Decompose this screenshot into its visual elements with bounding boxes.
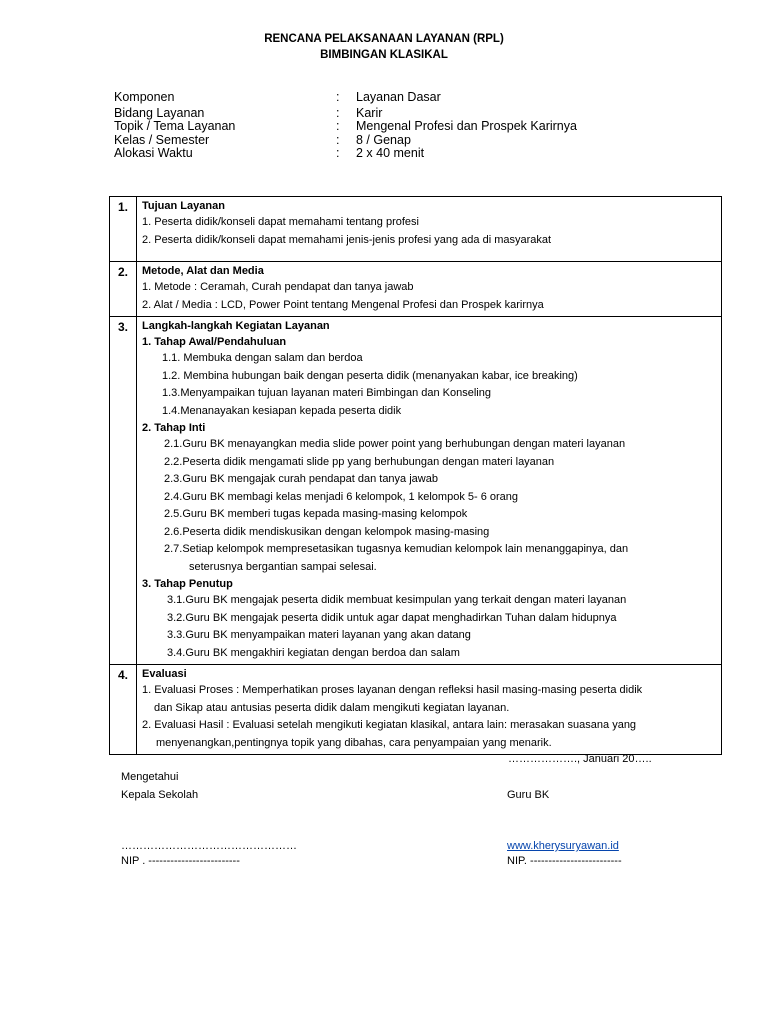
nip-right: NIP. ------------------------- [507, 855, 622, 867]
stage-title: 3. Tahap Penutup [142, 578, 233, 590]
list-item-continuation: dan Sikap atau antusias peserta didik dalam mengikuti kegiatan layanan. [154, 701, 510, 714]
nip-left: NIP . ------------------------- [121, 855, 240, 867]
kepala-sekolah-label: Kepala Sekolah [121, 789, 199, 801]
list-item: 1. Peserta didik/konseli dapat memahami tentang profesi [142, 216, 419, 228]
section-number: 1. [110, 197, 137, 262]
component-colon: : [336, 105, 340, 120]
component-key: Bidang Layanan [114, 105, 205, 120]
section-content [137, 262, 722, 317]
component-key: Topik / Tema Layanan [114, 119, 236, 133]
table-row [110, 262, 722, 317]
table-row [110, 665, 722, 755]
stage-title: 2. Tahap Inti [142, 422, 206, 434]
component-row [114, 120, 577, 134]
list-item: 1.1. Membuka dengan salam dan berdoa [162, 352, 363, 364]
stage-title: 1. Tahap Awal/Pendahuluan [142, 336, 287, 348]
component-row [114, 147, 577, 161]
component-colon: : [336, 146, 340, 160]
component-value: Karir [356, 105, 383, 120]
list-item: 2.3.Guru BK mengajak curah pendapat dan tanya jawab [164, 473, 438, 485]
section-number: 3. [110, 317, 137, 665]
list-item: 2.2.Peserta didik mengamati slide pp yang berhubungan dengan materi layanan [164, 455, 555, 468]
section-number: 4. [110, 665, 137, 755]
list-item: 2. Alat / Media : LCD, Power Point tentang Mengenal Profesi dan Prospek karirnya [142, 298, 544, 311]
component-row [114, 107, 577, 121]
section-content [137, 197, 722, 262]
component-key: Alokasi Waktu [114, 146, 193, 160]
spacer [142, 249, 715, 259]
list-item: 2. Peserta didik/konseli dapat memahami jenis-jenis profesi yang ada di masyarakat [142, 233, 552, 246]
component-value: 8 / Genap [356, 132, 411, 147]
list-item: 2.1.Guru BK menayangkan media slide power point yang berhubungan dengan materi layanan [164, 438, 626, 450]
document-title: RENCANA PELAKSANAAN LAYANAN (RPL) [264, 33, 504, 45]
list-item: 3.2.Guru BK mengajak peserta didik untuk agar dapat menghadirkan Tuhan dalam hidupnya [167, 611, 617, 624]
component-key: Kelas / Semester [114, 132, 210, 147]
list-item: 3.4.Guru BK mengakhiri kegiatan dengan berdoa dan salam [167, 646, 460, 659]
section-heading: Metode, Alat dan Media [142, 265, 264, 277]
component-colon: : [336, 119, 340, 133]
section-heading: Tujuan Layanan [142, 200, 225, 212]
component-key: Komponen [114, 90, 175, 104]
component-value: Mengenal Profesi dan Prospek Karirnya [356, 119, 577, 133]
section-heading: Langkah-langkah Kegiatan Layanan [142, 320, 330, 332]
list-item: 2.4.Guru BK membagi kelas menjadi 6 kelompok, 1 kelompok 5- 6 orang [164, 490, 519, 503]
list-item: 1.3.Menyampaikan tujuan layanan materi Bimbingan dan Konseling [162, 387, 491, 399]
section-heading: Evaluasi [142, 668, 187, 680]
table-row [110, 197, 722, 262]
component-row [114, 134, 577, 148]
section-number: 2. [110, 262, 137, 317]
list-item: 2. Evaluasi Hasil : Evaluasi setelah mengikuti kegiatan klasikal, antara lain: merasakan suasana yang [142, 719, 637, 731]
list-item: 1.4.Menanayakan kesiapan kepada peserta didik [162, 404, 402, 417]
list-item-continuation: menyenangkan,pentingnya topik yang dibahas, cara penyampaian yang menarik. [156, 736, 552, 749]
list-item-continuation: seterusnya bergantian sampai selesai. [189, 560, 377, 573]
component-row [114, 91, 577, 105]
signature-dots: ………………………………………… [121, 840, 297, 852]
list-item: 3.3.Guru BK menyampaikan materi layanan yang akan datang [167, 629, 471, 641]
rpl-table [109, 196, 722, 755]
website-link[interactable]: www.kherysuryawan.id [507, 840, 619, 852]
document-subtitle: BIMBINGAN KLASIKAL [320, 49, 448, 61]
component-value: 2 x 40 menit [356, 146, 425, 160]
table-row [110, 317, 722, 665]
guru-bk-label: Guru BK [507, 789, 550, 801]
list-item: 1. Metode : Ceramah, Curah pendapat dan tanya jawab [142, 281, 414, 293]
component-colon: : [336, 90, 340, 104]
list-item: 1. Evaluasi Proses : Memperhatikan proses layanan dengan refleksi hasil masing-masing peserta didik [142, 684, 643, 696]
section-content [137, 317, 722, 665]
list-item: 3.1.Guru BK mengajak peserta didik membuat kesimpulan yang terkait dengan materi layanan [167, 594, 627, 606]
list-item: 2.6.Peserta didik mendiskusikan dengan kelompok masing-masing [164, 525, 490, 538]
list-item: 2.5.Guru BK memberi tugas kepada masing-masing kelompok [164, 508, 468, 520]
date-line: ………………., Januari 20….. [508, 753, 652, 765]
section-content [137, 665, 722, 755]
component-colon: : [336, 132, 340, 147]
component-list [114, 91, 577, 161]
component-value: Layanan Dasar [356, 90, 441, 104]
mengetahui-label: Mengetahui [121, 771, 179, 783]
list-item: 2.7.Setiap kelompok mempresetasikan tugasnya kemudian kelompok lain menanggapinya, dan [164, 543, 629, 555]
list-item: 1.2. Membina hubungan baik dengan peserta didik (menanyakan kabar, ice breaking) [162, 369, 578, 382]
